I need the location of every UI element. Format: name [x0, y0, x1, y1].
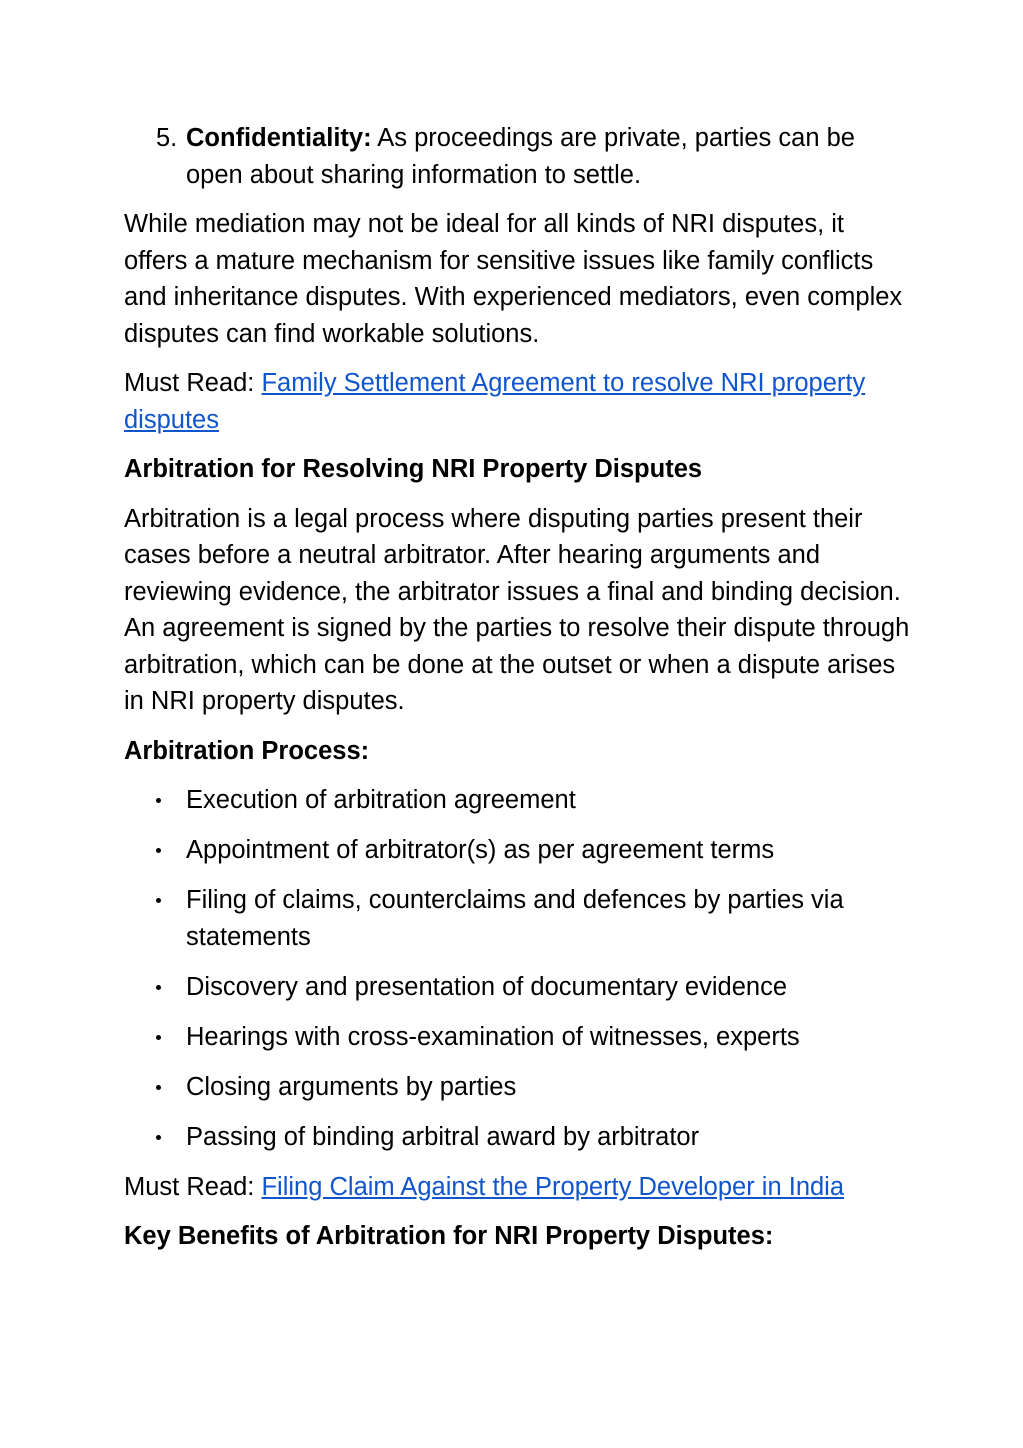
list-item — [124, 832, 914, 869]
heading-arbitration: Arbitration for Resolving NRI Property Disputes — [124, 455, 703, 483]
list-item-text: Execution of arbitration agreement — [186, 786, 576, 814]
list-item-text: Appointment of arbitrator(s) as per agreement terms — [186, 836, 775, 864]
document-page — [124, 120, 914, 1268]
process-steps-list — [124, 782, 914, 1155]
must-read-prefix: Must Read: — [124, 1172, 262, 1201]
list-item-text: Passing of binding arbitral award by arbitrator — [186, 1122, 700, 1151]
list-term: Confidentiality: — [186, 124, 372, 152]
list-text: As proceedings are private, parties can be open about sharing information to settle. — [186, 124, 855, 189]
bullet-icon — [156, 848, 161, 853]
list-item — [124, 782, 914, 819]
paragraph-mediation: While mediation may not be ideal for all kinds of NRI disputes, it offers a mature mechanism for sensitive issues like family conflicts and inheritance disputes. With experienced mediators, even complex disputes can find workable solutions. — [124, 210, 903, 348]
bullet-icon — [156, 798, 161, 803]
must-read-prefix: Must Read: — [124, 369, 262, 397]
bullet-icon — [156, 1135, 161, 1140]
bullet-icon — [156, 1035, 161, 1040]
list-item-text: Closing arguments by parties — [186, 1072, 517, 1101]
bullet-icon — [156, 898, 161, 903]
paragraph-arbitration: Arbitration is a legal process where disputing parties present their cases before a neutral arbitrator. After hearing arguments and reviewing evidence, the arbitrator issues a final and binding decision. An agreement is signed by the parties to resolve their dispute through arbitration, which can be done at the outset or when a dispute arises in NRI property disputes. — [124, 504, 910, 715]
family-settlement-link[interactable]: Family Settlement Agreement to resolve NRI property disputes — [124, 369, 866, 434]
list-item — [124, 882, 914, 955]
list-item-confidentiality — [124, 120, 914, 193]
property-developer-claim-link[interactable]: Filing Claim Against the Property Developer in India — [261, 1172, 845, 1201]
list-number: 5. — [156, 124, 178, 152]
list-item-text: Discovery and presentation of documentary evidence — [186, 972, 788, 1001]
must-read-property-developer — [124, 1169, 914, 1206]
heading-key-benefits: Key Benefits of Arbitration for NRI Property Disputes: — [124, 1222, 774, 1250]
must-read-family-settlement — [124, 365, 914, 438]
list-item-text: Hearings with cross-examination of witnesses, experts — [186, 1022, 800, 1051]
list-item — [124, 1069, 914, 1106]
list-item — [124, 969, 914, 1006]
list-item — [124, 1019, 914, 1056]
bullet-icon — [156, 985, 161, 990]
bullet-icon — [156, 1085, 161, 1090]
heading-arbitration-process: Arbitration Process: — [124, 736, 370, 765]
list-item — [124, 1119, 914, 1156]
numbered-list — [124, 120, 914, 193]
list-item-text: Filing of claims, counterclaims and defences by parties via statements — [186, 886, 844, 951]
